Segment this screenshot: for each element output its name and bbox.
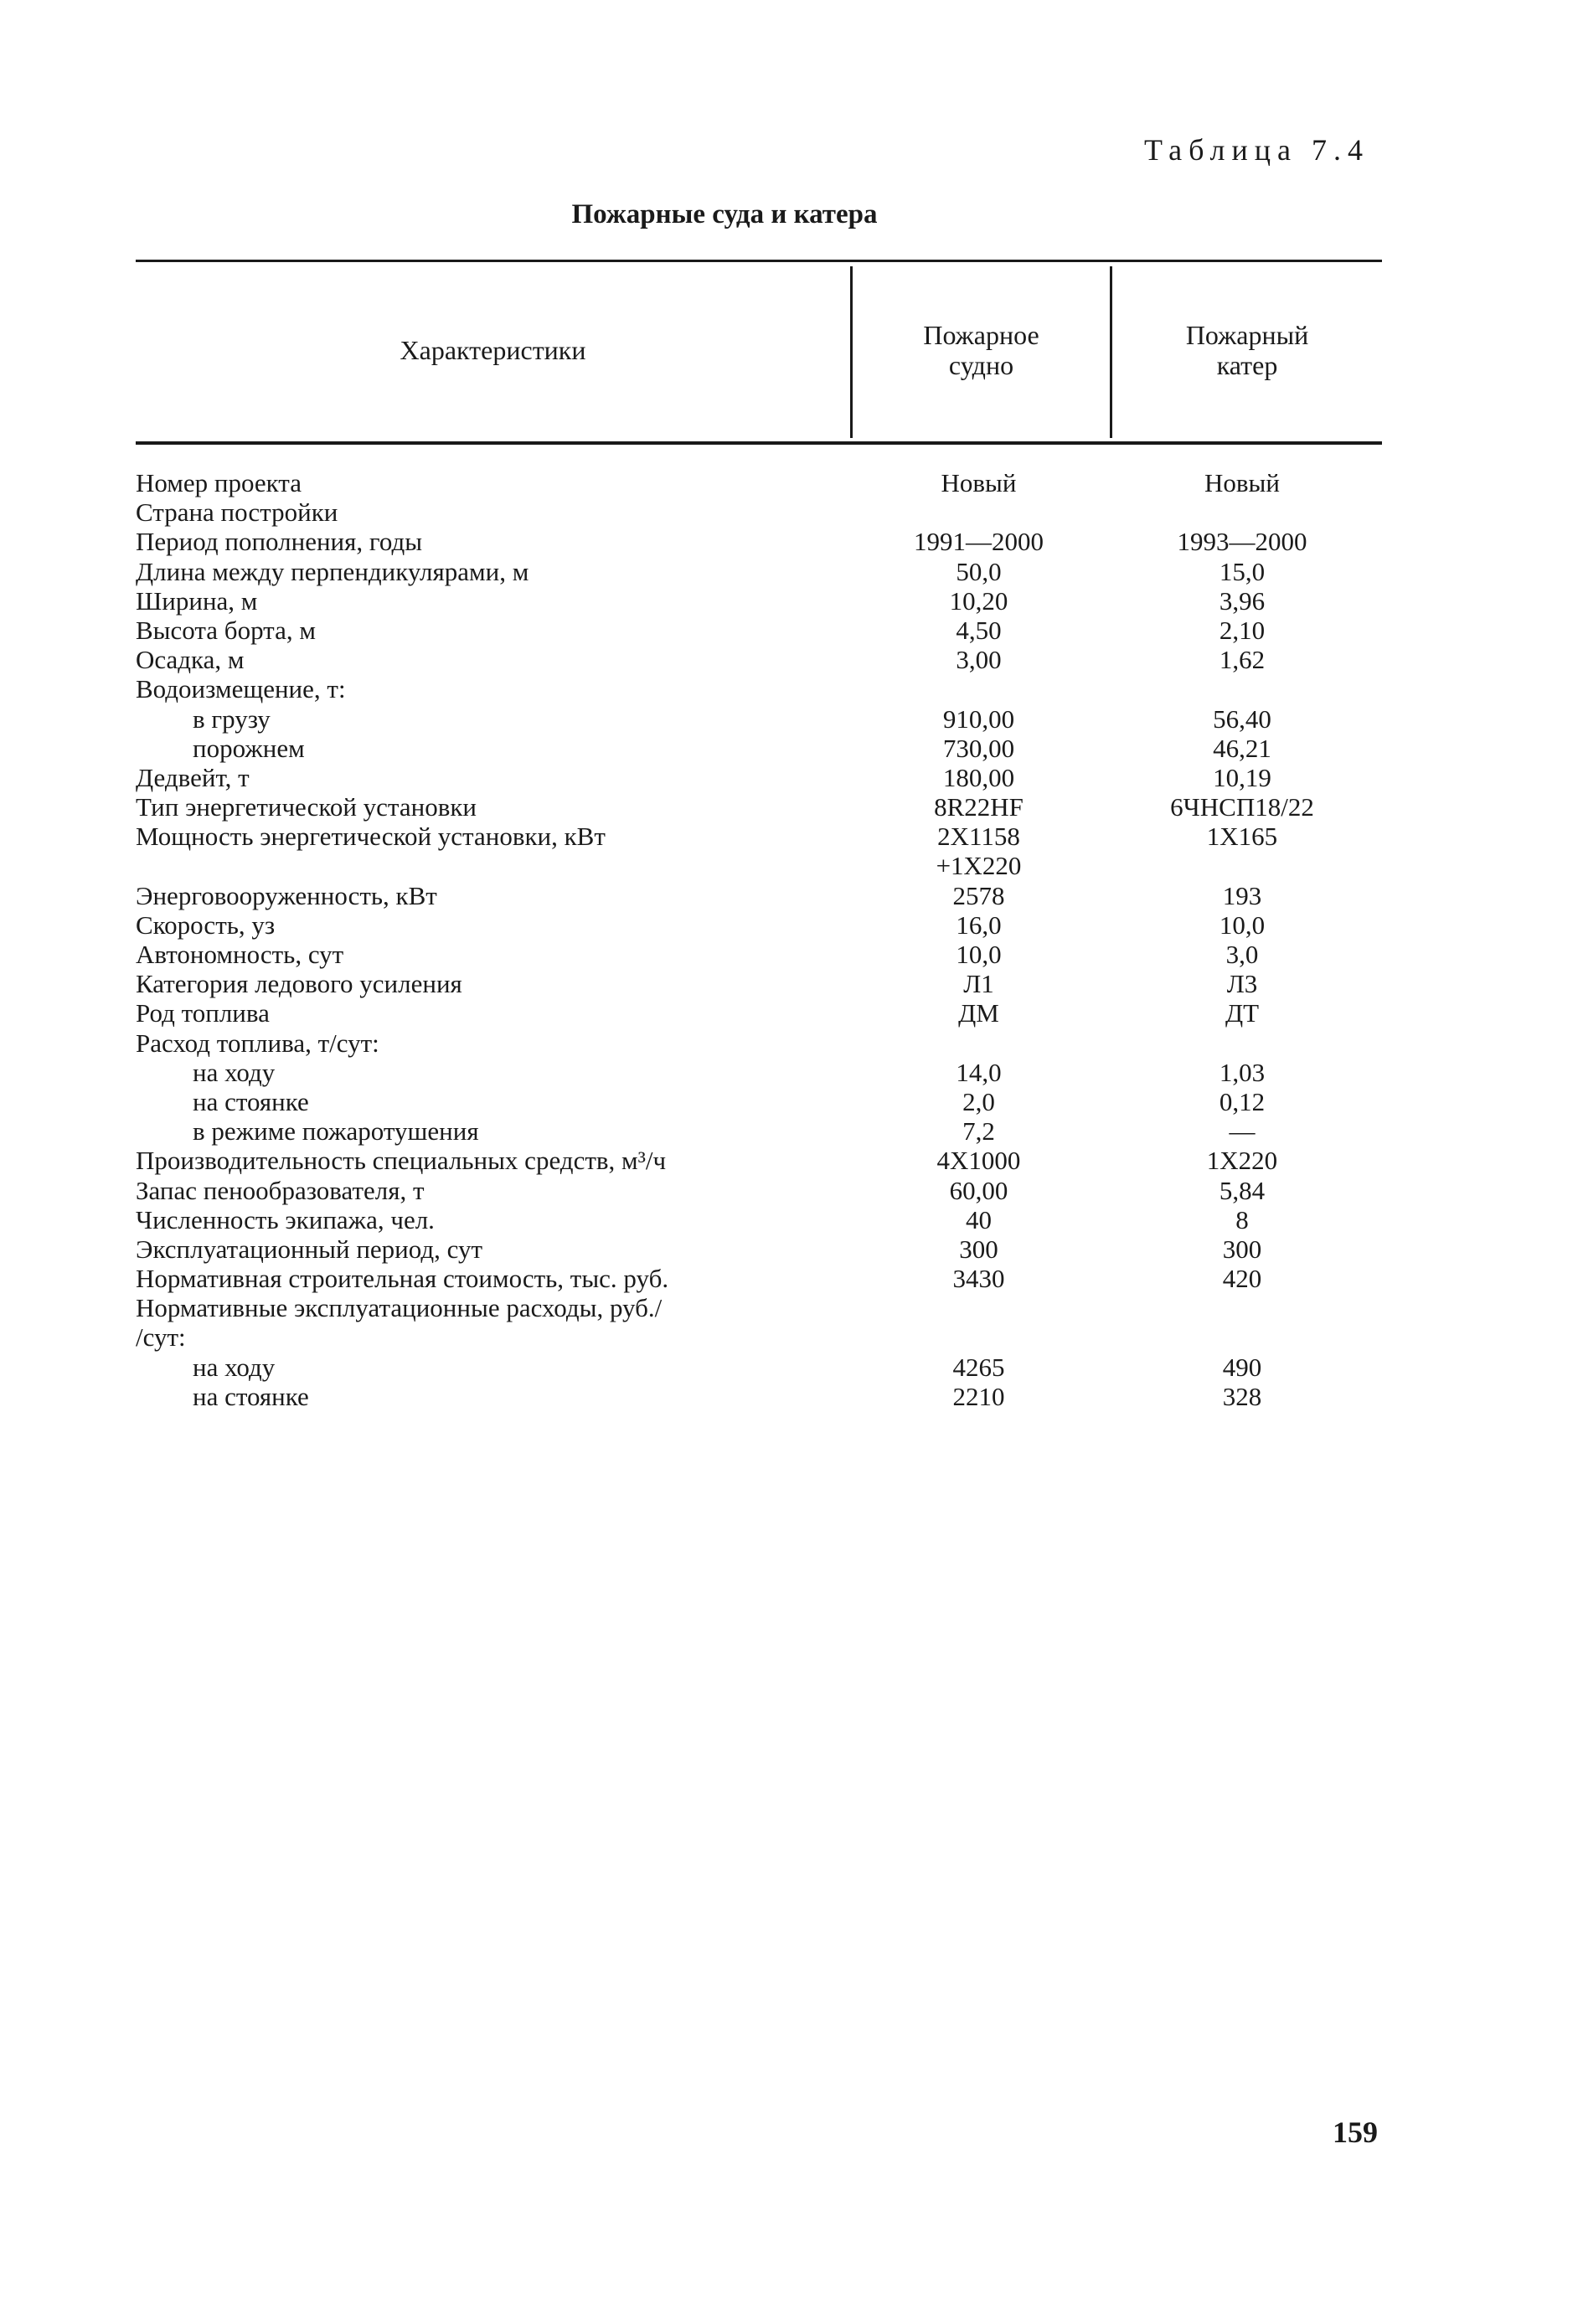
table-row	[136, 468, 1384, 497]
fire-boat-value: 56,40	[1213, 703, 1271, 734]
row-label: в грузу	[193, 703, 271, 734]
row-label: порожнем	[193, 733, 305, 763]
row-label: Нормативная строительная стоимость, тыс. руб.	[136, 1264, 669, 1294]
fire-boat-value: 46,21	[1213, 733, 1271, 763]
table-row	[136, 1176, 1384, 1205]
row-label: на ходу	[193, 1352, 276, 1382]
header-fire-boat	[1112, 276, 1382, 423]
fire-boat-value	[1107, 1293, 1377, 1322]
header-fire-ship	[853, 276, 1110, 423]
fire-boat-value: ДТ	[1225, 998, 1260, 1028]
row-label: Страна постройки	[136, 497, 338, 528]
table-row	[136, 1087, 1384, 1116]
row-label: Нормативные эксплуатационные расходы, руб./	[136, 1293, 663, 1323]
fire-boat-value: 1,03	[1219, 1057, 1266, 1087]
fire-ship-value: 2X1158	[937, 822, 1020, 852]
fire-ship-value: 3,00	[956, 645, 1002, 675]
fire-boat-value: Л3	[1226, 969, 1258, 999]
header-fire-ship-line1: Пожарное	[923, 319, 1039, 350]
fire-ship-value: 2,0	[962, 1086, 995, 1116]
table-row	[136, 1382, 1384, 1411]
fire-ship-value: 8R22HF	[934, 792, 1024, 822]
table-body	[136, 468, 1384, 1411]
table-number-label: Таблица 7.4	[1144, 133, 1369, 167]
header-fire-boat-line1: Пожарный	[1185, 319, 1309, 350]
row-label: /сут:	[136, 1322, 186, 1353]
fire-ship-value: 300	[959, 1234, 998, 1264]
row-label: Дедвейт, т	[136, 762, 250, 792]
table-row	[136, 940, 1384, 969]
row-label: Ширина, м	[136, 585, 258, 616]
fire-ship-value: 1991—2000	[914, 527, 1044, 557]
table-row	[136, 557, 1384, 586]
table-row	[136, 527, 1384, 556]
fire-ship-value	[850, 1028, 1107, 1058]
fire-ship-value: 60,00	[949, 1175, 1008, 1205]
row-label: Мощность энергетической установки, кВт	[136, 822, 606, 852]
table-row	[136, 822, 1384, 851]
fire-boat-value: 15,0	[1219, 556, 1266, 586]
table-row	[136, 1322, 1384, 1352]
fire-boat-value: 10,0	[1219, 910, 1266, 940]
fire-ship-value: 730,00	[942, 733, 1015, 763]
fire-ship-value: 7,2	[962, 1116, 995, 1147]
row-label: Осадка, м	[136, 645, 245, 675]
table-row	[136, 998, 1384, 1028]
table-row	[136, 645, 1384, 674]
table-row	[136, 497, 1384, 527]
row-label: Численность экипажа, чел.	[136, 1204, 435, 1234]
fire-boat-value	[1107, 1322, 1377, 1352]
fire-boat-value: 10,19	[1213, 762, 1271, 792]
table-row	[136, 881, 1384, 910]
fire-ship-value: +1X220	[936, 851, 1022, 881]
fire-ship-value: Новый	[941, 468, 1017, 497]
fire-boat-value: 2,10	[1219, 615, 1266, 645]
table-row	[136, 1234, 1384, 1264]
fire-ship-value: Л1	[963, 969, 994, 999]
row-label: Период пополнения, годы	[136, 527, 423, 557]
fire-boat-value	[1107, 497, 1377, 527]
fire-boat-value	[1107, 1028, 1377, 1058]
fire-ship-value: 910,00	[942, 703, 1015, 734]
table-row	[136, 792, 1384, 822]
table-row	[136, 1058, 1384, 1087]
table-row	[136, 1116, 1384, 1146]
fire-ship-value: ДМ	[958, 998, 999, 1028]
fire-boat-value: 193	[1222, 880, 1262, 910]
fire-boat-value: —	[1229, 1116, 1256, 1147]
table-row	[136, 969, 1384, 998]
fire-boat-value: 0,12	[1219, 1086, 1266, 1116]
table-row	[136, 1264, 1384, 1293]
fire-boat-value: Новый	[1204, 468, 1280, 497]
table-row	[136, 1146, 1384, 1175]
fire-ship-value: 2578	[952, 880, 1005, 910]
table-title: Пожарные суда и катера	[571, 199, 878, 229]
table-row	[136, 616, 1384, 645]
fire-ship-value: 50,0	[956, 556, 1002, 586]
table-row	[136, 910, 1384, 940]
row-label: Производительность специальных средств, м³/ч	[136, 1146, 667, 1176]
fire-boat-value: 3,96	[1219, 585, 1266, 616]
page-number: 159	[1333, 2115, 1378, 2149]
row-label: Расход топлива, т/сут:	[136, 1028, 379, 1058]
fire-ship-value: 180,00	[942, 762, 1015, 792]
fire-boat-value: 490	[1222, 1352, 1262, 1382]
fire-boat-value: 5,84	[1219, 1175, 1266, 1205]
fire-boat-value: 1,62	[1219, 645, 1266, 675]
row-label: на ходу	[193, 1057, 276, 1087]
fire-ship-value: 40	[966, 1204, 992, 1234]
row-label: Водоизмещение, т:	[136, 674, 346, 704]
fire-ship-value: 16,0	[956, 910, 1002, 940]
row-label: Энерговооруженность, кВт	[136, 880, 437, 910]
fire-ship-value: 4X1000	[936, 1146, 1021, 1176]
table-row	[136, 1293, 1384, 1322]
fire-boat-value: 1993—2000	[1177, 527, 1307, 557]
fire-ship-value: 2210	[952, 1381, 1005, 1411]
row-label	[136, 851, 850, 880]
table-row	[136, 734, 1384, 763]
fire-ship-value: 10,20	[949, 585, 1008, 616]
fire-ship-value: 4265	[952, 1352, 1005, 1382]
fire-boat-value	[1107, 851, 1377, 880]
row-label: Запас пенообразователя, т	[136, 1175, 425, 1205]
fire-ship-value	[850, 497, 1107, 527]
fire-boat-value: 6ЧНСП18/22	[1170, 792, 1314, 822]
fire-boat-value: 328	[1222, 1381, 1262, 1411]
row-label: Тип энергетической установки	[136, 792, 477, 822]
row-label: Высота борта, м	[136, 615, 316, 645]
fire-boat-value: 300	[1222, 1234, 1262, 1264]
fire-boat-value: 1X220	[1206, 1146, 1278, 1176]
row-label: Автономность, сут	[136, 940, 344, 969]
fire-ship-value: 3430	[952, 1264, 1005, 1294]
row-label: на стоянке	[193, 1381, 309, 1411]
table-row	[136, 1205, 1384, 1234]
fire-boat-value: 3,0	[1225, 940, 1259, 969]
row-label: в режиме пожаротушения	[193, 1116, 479, 1147]
header-bottom-rule	[136, 441, 1382, 445]
table-row	[136, 1028, 1384, 1058]
header-fire-boat-line2: катер	[1216, 349, 1278, 380]
fire-ship-value: 10,0	[956, 940, 1002, 969]
header-fire-ship-line2: судно	[948, 349, 1014, 380]
table-row	[136, 674, 1384, 703]
header-characteristics	[136, 276, 850, 423]
row-label: Скорость, уз	[136, 910, 276, 940]
fire-boat-value: 1X165	[1206, 822, 1278, 852]
row-label: Эксплуатационный период, сут	[136, 1234, 483, 1264]
fire-ship-value	[850, 674, 1107, 703]
table-row	[136, 1353, 1384, 1382]
row-label: Длина между перпендикулярами, м	[136, 556, 529, 586]
table-row	[136, 851, 1384, 880]
table-row	[136, 586, 1384, 616]
fire-boat-value: 8	[1235, 1204, 1249, 1234]
fire-boat-value: 420	[1222, 1264, 1262, 1294]
row-label: Род топлива	[136, 998, 270, 1028]
row-label: Категория ледового усиления	[136, 969, 462, 999]
row-label: Номер проекта	[136, 468, 302, 497]
table-row	[136, 763, 1384, 792]
row-label: на стоянке	[193, 1086, 309, 1116]
fire-ship-value	[850, 1322, 1107, 1352]
fire-ship-value: 14,0	[956, 1057, 1002, 1087]
table-row	[136, 704, 1384, 734]
header-characteristics-text: Характеристики	[400, 334, 586, 365]
fire-ship-value	[850, 1293, 1107, 1322]
fire-boat-value	[1107, 674, 1377, 703]
fire-ship-value: 4,50	[956, 615, 1002, 645]
table-top-rule	[136, 260, 1382, 262]
